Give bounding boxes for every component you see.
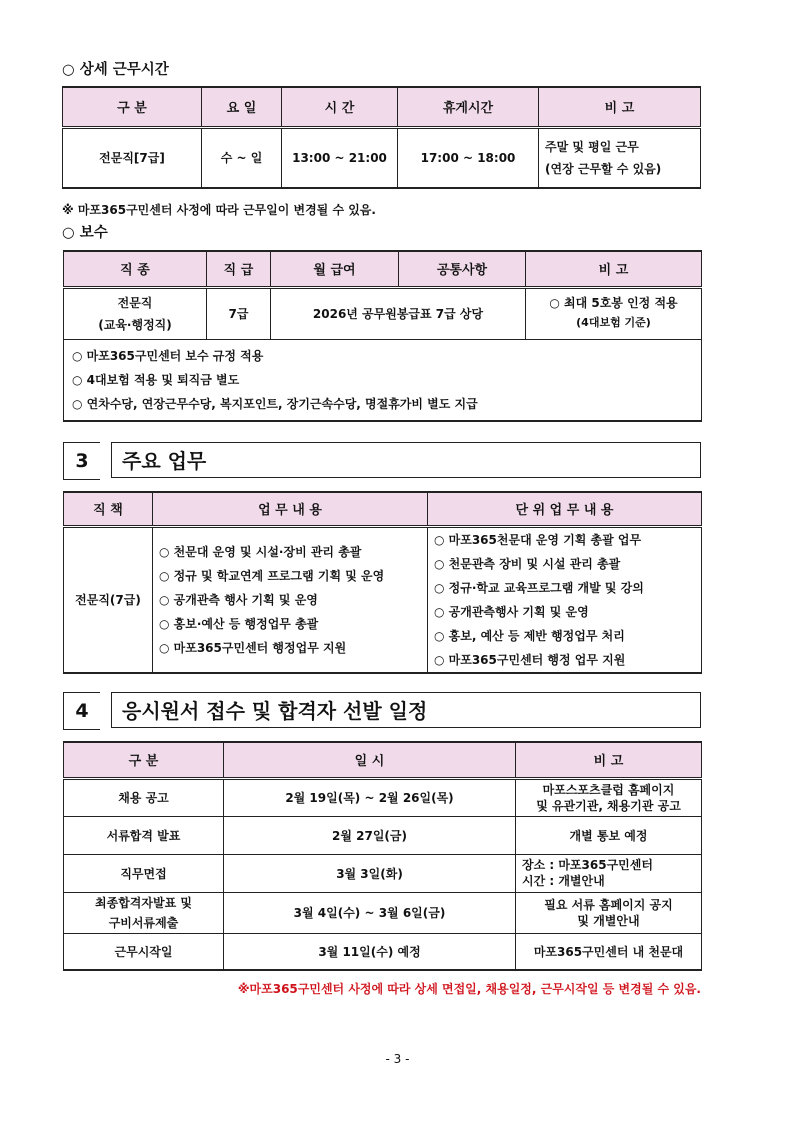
cell-break: 17:00 ~ 18:00 bbox=[398, 127, 539, 188]
header-position: 직 책 bbox=[64, 492, 153, 526]
table-row: 근무시작일 3월 11일(수) 예정 마포365구민센터 내 천문대 bbox=[64, 933, 702, 970]
section-title-4: 응시원서 접수 및 합격자 선발 일정 bbox=[111, 692, 701, 728]
header-duties: 업 무 내 용 bbox=[153, 492, 428, 526]
header-days: 요 일 bbox=[202, 87, 282, 127]
cell-salary: 2026년 공무원봉급표 7급 상당 bbox=[271, 287, 526, 339]
header-category: 구 분 bbox=[63, 87, 202, 127]
work-hours-table bbox=[62, 86, 701, 189]
cell-pay-remarks: ○ 최대 5호봉 인정 적용 (4대보험 기준) bbox=[526, 287, 702, 339]
header-unit-duties: 단 위 업 무 내 용 bbox=[428, 492, 702, 526]
header-schedule-date: 일 시 bbox=[224, 742, 516, 778]
duty-item: ○ 홍보·예산 등 행정업무 총괄 bbox=[159, 616, 319, 631]
cell-duty-position: 전문직(7급) bbox=[64, 526, 153, 673]
header-salary: 월 급여 bbox=[271, 251, 399, 287]
table-row: 채용 공고 2월 19일(목) ~ 2월 26일(목) 마포스포츠클럽 홈페이지 및 유관기관, 채용기관 공고 bbox=[64, 778, 702, 816]
unit-duty-item: ○ 정규·학교 교육프로그램 개발 및 강의 bbox=[434, 580, 644, 595]
unit-duty-item: ○ 홍보, 예산 등 제반 행정업무 처리 bbox=[434, 628, 625, 643]
header-remarks: 비 고 bbox=[539, 87, 701, 127]
unit-duty-item: ○ 공개관측행사 기획 및 운영 bbox=[434, 604, 589, 619]
page-number: - 3 - bbox=[385, 1052, 410, 1066]
hours-note: ※ 마포365구민센터 사정에 따라 근무일이 변경될 수 있음. bbox=[62, 203, 376, 217]
cell-remarks: 주말 및 평일 근무 (연장 근무할 수 있음) bbox=[539, 127, 701, 188]
pay-bullets bbox=[64, 339, 702, 421]
duty-item: ○ 공개관측 행사 기획 및 운영 bbox=[159, 592, 318, 607]
schedule-table bbox=[63, 741, 702, 971]
duty-table bbox=[63, 491, 702, 674]
header-grade: 직 급 bbox=[207, 251, 271, 287]
cell-duties bbox=[153, 526, 428, 673]
pay-bullet: ○ 마포365구민센터 보수 규정 적용 bbox=[72, 348, 264, 363]
duty-item: ○ 정규 및 학교연계 프로그램 기획 및 운영 bbox=[159, 568, 385, 583]
cell-job-type: 전문직 (교육·행정직) bbox=[64, 287, 207, 339]
pay-bullet: ○ 연차수당, 연장근무수당, 복지포인트, 장기근속수당, 명절휴가비 별도 지급 bbox=[72, 396, 478, 411]
cell-position: 전문직[7급] bbox=[63, 127, 202, 188]
unit-duty-item: ○ 마포365천문대 운영 기획 총괄 업무 bbox=[434, 532, 642, 547]
section-heading-pay: ○ 보수 bbox=[62, 225, 108, 241]
schedule-note: ※마포365구민센터 사정에 따라 상세 면접일, 채용일정, 근무시작일 등 변경될 수 있음. bbox=[237, 982, 701, 996]
table-row: 최종합격자발표 및 구비서류제출 3월 4일(수) ~ 3월 6일(금) 필요 서류 홈페이지 공지 및 개별안내 bbox=[64, 892, 702, 933]
unit-duty-item: ○ 마포365구민센터 행정 업무 지원 bbox=[434, 652, 626, 667]
section-number-4: 4 bbox=[63, 692, 100, 730]
pay-bullet: ○ 4대보험 적용 및 퇴직금 별도 bbox=[72, 372, 240, 387]
header-job-type: 직 종 bbox=[64, 251, 207, 287]
cell-time: 13:00 ~ 21:00 bbox=[282, 127, 398, 188]
header-time: 시 간 bbox=[282, 87, 398, 127]
section-title-3: 주요 업무 bbox=[111, 442, 701, 478]
pay-table bbox=[63, 250, 702, 422]
duty-item: ○ 천문대 운영 및 시설·장비 관리 총괄 bbox=[159, 544, 362, 559]
header-break: 휴게시간 bbox=[398, 87, 539, 127]
header-pay-remarks: 비 고 bbox=[526, 251, 702, 287]
cell-days: 수 ~ 일 bbox=[202, 127, 282, 188]
table-row: 서류합격 발표 2월 27일(금) 개별 통보 예정 bbox=[64, 816, 702, 854]
section-number-3: 3 bbox=[63, 442, 100, 480]
table-row: 직무면접 3월 3일(화) 장소 : 마포365구민센터 시간 : 개별안내 bbox=[64, 854, 702, 892]
cell-grade: 7급 bbox=[207, 287, 271, 339]
unit-duty-item: ○ 천문관측 장비 및 시설 관리 총괄 bbox=[434, 556, 621, 571]
header-schedule-remarks: 비 고 bbox=[516, 742, 702, 778]
duty-item: ○ 마포365구민센터 행정업무 지원 bbox=[159, 640, 347, 655]
cell-unit-duties bbox=[428, 526, 702, 673]
header-schedule-category: 구 분 bbox=[64, 742, 224, 778]
header-common: 공통사항 bbox=[399, 251, 526, 287]
section-heading-hours: ○ 상세 근무시간 bbox=[62, 62, 169, 78]
